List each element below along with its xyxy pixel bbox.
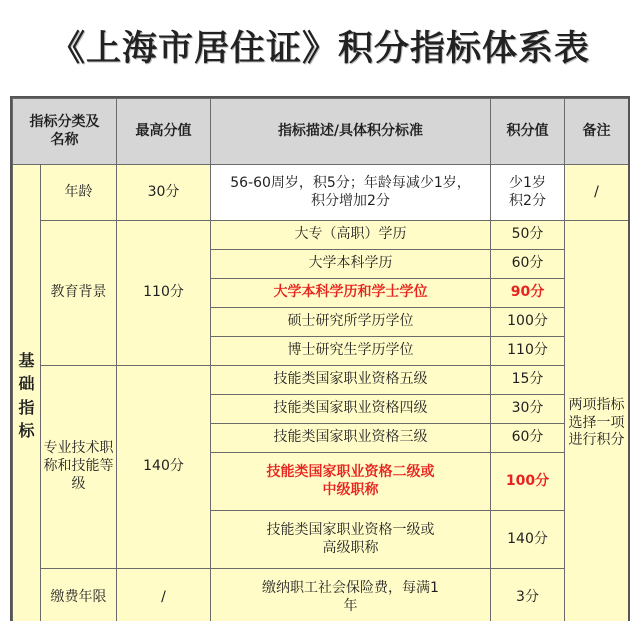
skills-item-desc: 技能类国家职业资格一级或高级职称 [211, 511, 491, 569]
table-row [13, 366, 629, 395]
age-note: / [565, 165, 629, 221]
age-max: 30分 [117, 165, 211, 221]
main-category-cell: 基础指标 [13, 165, 41, 621]
social-desc: 缴纳职工社会保险费，每满1年 [211, 569, 491, 621]
header-category: 指标分类及名称 [13, 99, 117, 165]
education-item-points: 110分 [491, 337, 565, 366]
header-points: 积分值 [491, 99, 565, 165]
social-points: 3分 [491, 569, 565, 621]
skills-item-points: 140分 [491, 511, 565, 569]
skills-item-desc: 技能类国家职业资格五级 [211, 366, 491, 395]
skills-item-points: 30分 [491, 395, 565, 424]
education-item-desc: 博士研究生学历学位 [211, 337, 491, 366]
education-item-desc: 硕士研究所学历学位 [211, 308, 491, 337]
header-desc: 指标描述/具体积分标准 [211, 99, 491, 165]
education-max: 110分 [117, 221, 211, 366]
social-max: / [117, 569, 211, 621]
header-note: 备注 [565, 99, 629, 165]
header-max: 最高分值 [117, 99, 211, 165]
skills-item-points-highlight: 100分 [491, 453, 565, 511]
age-points: 少1岁积2分 [491, 165, 565, 221]
education-item-desc-highlight: 大学本科学历和学士学位 [211, 279, 491, 308]
education-item-points: 50分 [491, 221, 565, 250]
table-row [13, 165, 629, 221]
combined-note: 两项指标选择一项进行积分 [565, 221, 629, 621]
page-title: 《上海市居住证》积分指标体系表 [49, 28, 590, 69]
table-row [13, 569, 629, 621]
table-row [13, 221, 629, 250]
social-name: 缴费年限 [41, 569, 117, 621]
skills-item-desc: 技能类国家职业资格三级 [211, 424, 491, 453]
education-item-points: 100分 [491, 308, 565, 337]
points-table-container [10, 96, 630, 621]
skills-max: 140分 [117, 366, 211, 569]
skills-item-desc-highlight: 技能类国家职业资格二级或中级职称 [211, 453, 491, 511]
points-table [12, 98, 629, 621]
education-item-desc: 大学本科学历 [211, 250, 491, 279]
skills-item-points: 15分 [491, 366, 565, 395]
skills-item-desc: 技能类国家职业资格四级 [211, 395, 491, 424]
education-name: 教育背景 [41, 221, 117, 366]
skills-item-points: 60分 [491, 424, 565, 453]
skills-name: 专业技术职称和技能等级 [41, 366, 117, 569]
education-item-points-highlight: 90分 [491, 279, 565, 308]
age-desc: 56-60周岁，积5分；年龄每减少1岁，积分增加2分 [211, 165, 491, 221]
header-row [13, 99, 629, 165]
education-item-desc: 大专（高职）学历 [211, 221, 491, 250]
education-item-points: 60分 [491, 250, 565, 279]
age-name: 年龄 [41, 165, 117, 221]
